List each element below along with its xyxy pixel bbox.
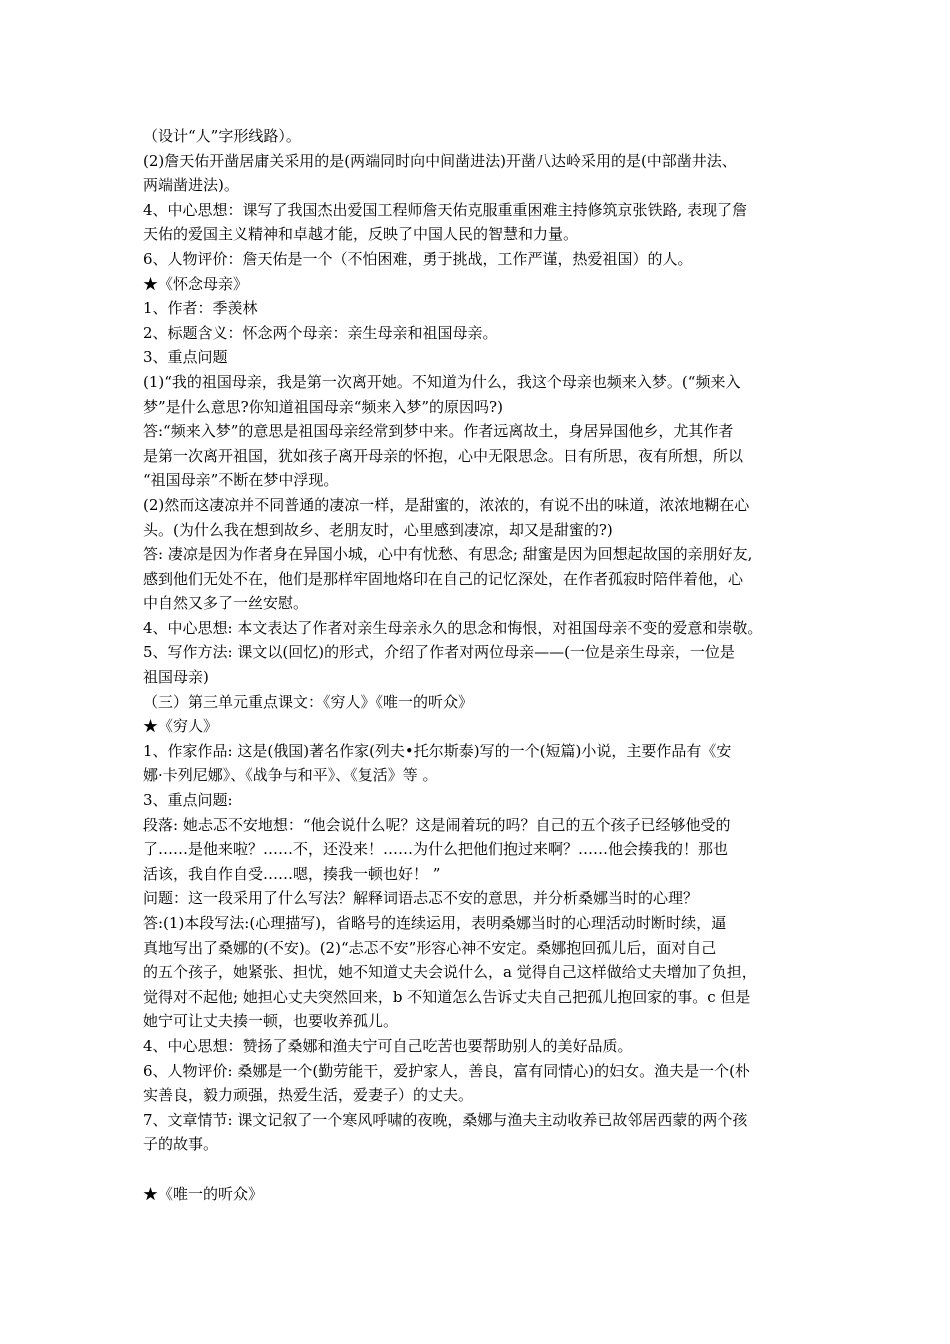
- section-heading: ★《穷人》: [143, 717, 219, 736]
- text-line: 6、人物评价: 桑娜是一个(勤劳能干，爱护家人，善良，富有同情心)的妇女。渔夫是一个(朴: [143, 1061, 750, 1080]
- text-line: 娜·卡列尼娜》、《战争与和平》、《复活》等 。: [143, 766, 438, 785]
- text-line: 2、标题含义：怀念两个母亲：亲生母亲和祖国母亲。: [143, 323, 498, 342]
- section-heading: ★《怀念母亲》: [143, 274, 249, 293]
- text-line: 5、写作方法: 课文以(回忆)的形式，介绍了作者对两位母亲——(一位是亲生母亲，一位是: [143, 643, 735, 662]
- text-line: (2)詹天佑开凿居庸关采用的是(两端同时向中间凿进法)开凿八达岭采用的是(中部凿井法、: [143, 151, 737, 170]
- blank-line: [143, 1157, 815, 1182]
- text-line: 她宁可让丈夫揍一顿，也要收养孤儿。: [143, 1012, 399, 1031]
- text-line: 祖国母亲): [143, 668, 209, 687]
- text-line: 了……是他来啦？……不，还没来！……为什么把他们抱过来啊？……他会揍我的！那也: [143, 840, 729, 859]
- text-line: (1)“我的祖国母亲，我是第一次离开她。不知道为什么，我这个母亲也频来入梦。(“频来入: [143, 372, 741, 391]
- text-line: 子的故事。: [143, 1135, 219, 1154]
- text-line: 答: 凄凉是因为作者身在异国小城，心中有忧愁、有思念; 甜蜜是因为回想起故国的亲朋好友,: [143, 545, 753, 564]
- text-line: 头。(为什么我在想到故乡、老朋友时，心里感到凄凉，却又是甜蜜的?): [143, 520, 613, 539]
- section-heading: ★《唯一的听众》: [143, 1184, 264, 1203]
- text-line: 天佑的爱国主义精神和卓越才能，反映了中国人民的智慧和力量。: [143, 225, 579, 244]
- text-line: 4、中心思想: 本文表达了作者对亲生母亲永久的思念和悔恨，对祖国母亲不变的爱意和崇敬。: [143, 618, 763, 637]
- text-line: 的五个孩子，她紧张、担忧，她不知道丈夫会说什么，a 觉得自己这样做给丈夫增加了负担，: [143, 963, 757, 982]
- text-line: 梦”是什么意思?你知道祖国母亲“频来入梦”的原因吗?): [143, 397, 503, 416]
- text-line: (2)然而这凄凉并不同普通的凄凉一样，是甜蜜的，浓浓的，有说不出的味道，浓浓地糊在心: [143, 495, 750, 514]
- text-line: 3、重点问题:: [143, 791, 233, 810]
- text-line: 真地写出了桑娜的(不安)。(2)“忐忑不安”形容心神不安定。桑娜抱回孤儿后，面对自己: [143, 938, 717, 957]
- text-line: 7、文章情节: 课文记叙了一个寒风呼啸的夜晚，桑娜与渔夫主动收养已故邻居西蒙的两个孩: [143, 1110, 748, 1129]
- text-line: 两端凿进法)。: [143, 176, 239, 195]
- text-line: 觉得对不起他; 她担心丈夫突然回来，b 不知道怎么告诉丈夫自己把孤儿抱回家的事。c 但是: [143, 987, 751, 1006]
- text-line: 感到他们无处不在，他们是那样牢固地烙印在自己的记忆深处，在作者孤寂时陪伴着他，心: [143, 569, 744, 588]
- text-line: 答:“频来入梦”的意思是祖国母亲经常到梦中来。作者远离故土，身居异国他乡，尤其作者: [143, 422, 734, 441]
- text-line: 问题：这一段采用了什么写法？解释词语忐忑不安的意思，并分析桑娜当时的心理？: [143, 889, 699, 908]
- document-page: [143, 124, 815, 1206]
- text-line: 1、作家作品: 这是(俄国)著名作家(列夫•托尔斯泰)写的一个(短篇)小说，主要作品有《安: [143, 741, 732, 760]
- text-line: 段落: 她忐忑不安地想：“他会说什么呢？这是闹着玩的吗？自己的五个孩子已经够他受的: [143, 815, 731, 834]
- text-line: 6、人物评价：詹天佑是一个（不怕困难，勇于挑战，工作严谨，热爱祖国）的人。: [143, 249, 693, 268]
- text-line: 中自然又多了一丝安慰。: [143, 594, 309, 613]
- text-line: 活该，我自作自受……嗯，揍我一顿也好！ ”: [143, 864, 441, 883]
- text-line: 3、重点问题: [143, 348, 228, 367]
- text-line: 1、作者：季羡林: [143, 299, 258, 318]
- unit-heading: （三）第三单元重点课文：《穷人》《唯一的听众》: [143, 692, 474, 711]
- text-line: 是第一次离开祖国，犹如孩子离开母亲的怀抱，心中无限思念。日有所思，夜有所想，所以: [143, 446, 744, 465]
- text-line: （设计“人”字形线路）。: [143, 127, 301, 145]
- text-line: 答:(1)本段写法:(心理描写)，省略号的连续运用，表明桑娜当时的心理活动时断时续，逼: [143, 914, 727, 932]
- text-line: 4、中心思想：赞扬了桑娜和渔夫宁可自己吃苦也要帮助别人的美好品质。: [143, 1036, 633, 1055]
- text-line: “祖国母亲”不断在梦中浮现。: [143, 471, 339, 490]
- text-line: 4、中心思想：课写了我国杰出爱国工程师詹天佑克服重重困难主持修筑京张铁路, 表现了詹: [143, 200, 748, 219]
- text-line: 实善良，毅力顽强，热爱生活，爱妻子）的丈夫。: [143, 1086, 474, 1105]
